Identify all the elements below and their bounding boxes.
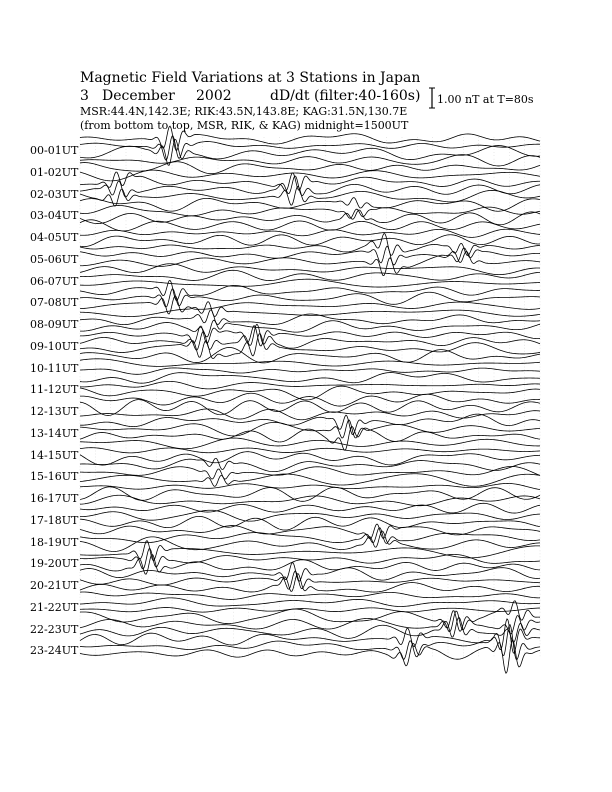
hour-label: 05-06UT [30,252,79,266]
date-year: 2002 [196,88,232,104]
hour-label: 20-21UT [30,579,79,592]
hour-grid [80,442,540,462]
hour-label: 21-22UT [30,600,79,614]
minute-gridlines [80,268,540,288]
station-coordinates: MSR:44.4N,142.3E; RIK:43.5N,143.8E; KAG:31.5N,130.7E [80,105,408,118]
trace-kag-hour-18 [80,524,540,539]
trace-kag-hour-14 [80,438,540,449]
hour-label: 23-24UT [30,644,79,658]
trace-rik-hour-10 [80,359,540,367]
trace-msr-hour-8 [80,320,540,337]
minute-gridlines [80,442,540,462]
trace-order-note: (from bottom to top, MSR, RIK, & KAG) midnight=1500UT [80,119,409,132]
minute-gridlines [80,616,540,636]
hour-label: 06-07UT [30,274,79,288]
minute-gridlines [80,572,540,592]
date-month: December [102,88,175,104]
trace-msr-hour-21 [80,608,540,613]
trace-rik-hour-9 [80,324,540,350]
hour-grid [80,268,540,288]
hour-label: 12-13UT [30,405,79,418]
scale-label: 1.00 nT at T=80s [437,93,534,106]
hour-label: 09-10UT [30,339,79,353]
hour-label: 11-12UT [30,383,79,397]
hour-label: 08-09UT [30,318,79,331]
minute-gridlines [80,246,540,266]
hour-label: 07-08UT [30,296,79,310]
trace-rik-hour-1 [80,162,540,174]
trace-kag-hour-11 [80,373,540,384]
hour-label: 10-11UT [30,361,79,375]
hour-label: 14-15UT [30,448,79,462]
hour-label: 19-20UT [30,557,79,571]
trace-kag-hour-4 [80,220,540,231]
variable-label: dD/dt (filter:40-160s) [270,88,421,104]
chart-title: Magnetic Field Variations at 3 Stations in Japan [80,70,421,86]
trace-kag-hour-1 [80,155,540,166]
hour-label: 16-17UT [30,492,79,505]
hour-label: 22-23UT [30,622,79,636]
hour-label: 13-14UT [30,426,79,440]
date-day: 3 [80,88,89,104]
hour-grid [80,246,540,266]
hour-label: 02-03UT [30,187,79,201]
trace-kag-hour-21 [80,592,540,599]
trace-msr-hour-19 [80,554,540,574]
hour-label: 15-16UT [30,470,79,484]
hour-label: 18-19UT [30,535,79,549]
minute-gridlines [80,463,540,483]
hour-grid [80,572,540,592]
hour-label: 01-02UT [30,165,79,179]
hour-label: 17-18UT [30,513,79,527]
hour-grid [80,463,540,483]
hour-label: 03-04UT [30,209,79,223]
hour-label: 04-05UT [30,231,79,244]
hour-grid [80,616,540,636]
trace-kag-hour-17 [80,503,540,513]
hour-label: 00-01UT [30,144,79,157]
trace-rik-hour-21 [80,598,540,607]
trace-msr-hour-11 [80,386,540,400]
